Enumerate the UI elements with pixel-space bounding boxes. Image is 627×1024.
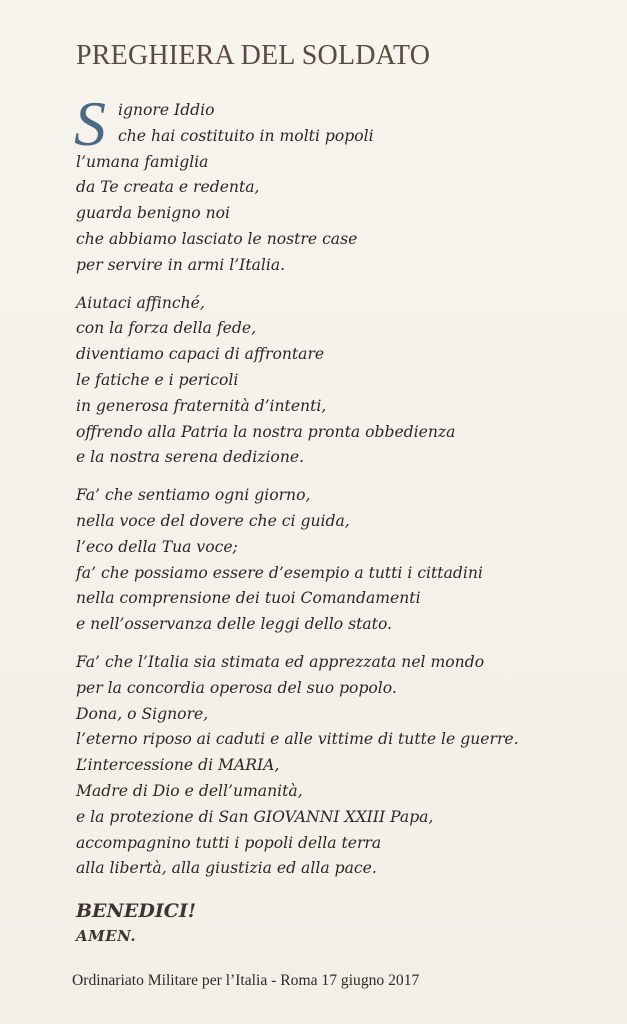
stanza-line: da Te creata e redenta, [76,178,260,197]
stanza-line: ignore Iddio [118,101,215,119]
dropcap-letter: S [74,88,106,159]
stanza-line: l’umana famiglia [76,152,209,171]
stanza-line: e la nostra serena dedizione. [76,448,305,467]
stanza-line: in generosa fraternità d’intenti, [76,396,327,415]
stanza-2 [76,291,596,472]
footer-credit: Ordinariato Militare per l’Italia - Roma 17 giugno 2017 [72,972,420,989]
benedici-heading: BENEDICI! [76,900,197,922]
stanza-line: per servire in armi l’Italia. [76,255,286,274]
closing-block [76,898,196,948]
stanza-line: l’eco della Tua voce; [76,537,238,556]
stanza-line: Aiutaci affinché, [76,293,205,312]
stanza-line: diventiamo capaci di affrontare [76,345,325,364]
stanza-line: e nell’osservanza delle leggi dello stato. [76,615,393,634]
stanza-line: fa’ che possiamo essere d’esempio a tutti i cittadini [76,563,483,582]
stanza-line: Madre di Dio e dell’umanità, [76,781,303,800]
stanza-line: L’intercessione di MARIA, [76,756,280,775]
amen-text: AMEN. [76,927,137,945]
stanza-line: e la protezione di San GIOVANNI XXIII Papa, [76,807,434,826]
stanza-1 [74,88,596,279]
stanza-line: guarda benigno noi [76,204,231,223]
prayer-body [74,88,596,894]
stanza-line: con la forza della fede, [76,319,257,338]
stanza-line: che hai costituito in molti popoli [118,126,374,145]
stanza-line: alla libertà, alla giustizia ed alla pace. [76,859,377,878]
page-title: PREGHIERA DEL SOLDATO [76,40,431,71]
stanza-line: l’eterno riposo ai caduti e alle vittime di tutte le guerre. [76,730,519,749]
stanza-line: offrendo alla Patria la nostra pronta obbedienza [76,422,456,441]
stanza-line: per la concordia operosa del suo popolo. [76,678,397,697]
stanza-4 [76,650,596,882]
stanza-line: le fatiche e i pericoli [76,370,239,389]
stanza-line: nella voce del dovere che ci guida, [76,511,350,530]
stanza-line: Fa’ che l’Italia sia stimata ed apprezzata nel mondo [76,652,485,671]
stanza-line: Fa’ che sentiamo ogni giorno, [76,486,311,505]
stanza-line: accompagnino tutti i popoli della terra [76,833,382,852]
stanza-line: nella comprensione dei tuoi Comandamenti [76,589,421,608]
stanza-line: Dona, o Signore, [76,704,209,723]
stanza-line: che abbiamo lasciato le nostre case [76,229,358,248]
stanza-3 [76,483,596,638]
